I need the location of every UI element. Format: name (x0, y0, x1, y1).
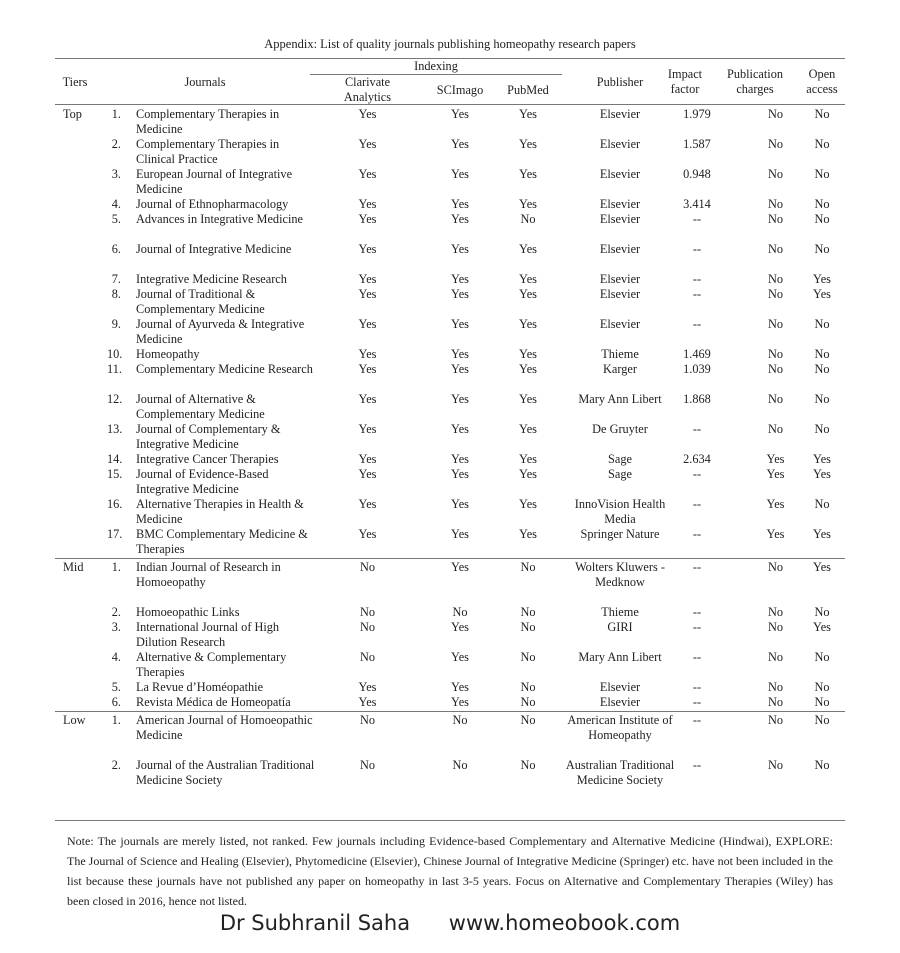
tier-label: Top (63, 107, 82, 121)
impact-factor-cell: 1.587 (683, 137, 711, 151)
publisher-cell: Wolters Kluwers - Medknow (575, 560, 665, 589)
scimago-cell: No (452, 758, 468, 772)
journal-name: Alternative Therapies in Health & Medicine (136, 497, 304, 526)
scimago-cell: Yes (451, 212, 469, 226)
journal-name: Homoeopathic Links (136, 605, 240, 619)
row-number: 5. (111, 212, 121, 226)
clarivate-cell: Yes (358, 695, 377, 709)
header-open-access: Open access (806, 67, 838, 96)
pubmed-cell: Yes (519, 362, 537, 376)
open-access-cell: No (814, 392, 830, 406)
impact-factor-cell: 1.039 (683, 362, 711, 376)
publication-charges-cell: Yes (766, 467, 785, 481)
publication-charges-cell: No (767, 272, 784, 286)
header-indexing: Indexing (414, 59, 458, 73)
scimago-cell: Yes (451, 695, 469, 709)
publisher-cell: Elsevier (599, 317, 641, 331)
open-access-cell: No (814, 605, 830, 619)
publication-charges-cell: Yes (766, 527, 785, 541)
pubmed-cell: No (520, 680, 536, 694)
author-name: Dr Subhranil Saha (219, 911, 411, 935)
row-number: 2. (111, 137, 121, 151)
impact-factor-cell: 1.979 (683, 107, 711, 121)
clarivate-cell: Yes (358, 212, 377, 226)
pubmed-cell: Yes (519, 107, 537, 121)
bottom-rule (55, 820, 845, 821)
scimago-cell: Yes (451, 197, 469, 211)
clarivate-cell: Yes (358, 680, 377, 694)
publication-charges-cell: No (767, 392, 784, 406)
row-number: 6. (111, 242, 121, 256)
scimago-cell: Yes (451, 560, 469, 574)
publisher-cell: American Institute of Homeopathy (567, 713, 673, 742)
row-number: 7. (111, 272, 121, 286)
row-number: 14. (107, 452, 123, 466)
pubmed-cell: No (520, 650, 536, 664)
journal-name: Journal of Complementary & Integrative Medicine (136, 422, 281, 451)
row-number: 13. (107, 422, 123, 436)
footer (0, 911, 900, 935)
clarivate-cell: Yes (358, 197, 377, 211)
table-caption: Appendix: List of quality journals publishing homeopathy research papers (264, 37, 636, 51)
impact-factor-cell: -- (692, 287, 702, 301)
pubmed-cell: Yes (519, 317, 537, 331)
open-access-cell: No (814, 695, 830, 709)
open-access-cell: No (814, 137, 830, 151)
clarivate-cell: No (359, 713, 376, 727)
scimago-cell: Yes (451, 467, 469, 481)
journal-name: Journal of Alternative & Complementary Medicine (136, 392, 265, 421)
scimago-cell: Yes (451, 452, 469, 466)
header-publication-charges: Publication charges (726, 67, 783, 96)
journal-name: Revista Médica de Homeopatía (136, 695, 291, 709)
publication-charges-cell: No (767, 347, 784, 361)
header-rule (55, 104, 845, 105)
row-number: 4. (111, 650, 121, 664)
impact-factor-cell: -- (692, 650, 702, 664)
open-access-cell: No (814, 422, 830, 436)
publisher-cell: Mary Ann Libert (578, 392, 662, 406)
pubmed-cell: No (520, 605, 536, 619)
journal-name: Journal of Ethnopharmacology (136, 197, 289, 211)
open-access-cell: No (814, 212, 830, 226)
open-access-cell: Yes (813, 527, 831, 541)
impact-factor-cell: -- (692, 713, 702, 727)
pubmed-cell: Yes (519, 392, 537, 406)
publisher-cell: De Gruyter (592, 422, 648, 436)
publisher-cell: Elsevier (599, 272, 641, 286)
row-number: 6. (111, 695, 121, 709)
row-number: 11. (107, 362, 122, 376)
publication-charges-cell: Yes (766, 452, 785, 466)
pubmed-cell: No (520, 212, 536, 226)
header-journals: Journals (184, 75, 226, 89)
clarivate-cell: Yes (358, 467, 377, 481)
row-number: 2. (111, 605, 121, 619)
pubmed-cell: No (520, 695, 536, 709)
publication-charges-cell: No (767, 605, 784, 619)
impact-factor-cell: -- (692, 422, 702, 436)
journal-name: Complementary Therapies in Medicine (136, 107, 280, 136)
row-number: 2. (111, 758, 121, 772)
publisher-cell: Elsevier (599, 107, 641, 121)
pubmed-cell: No (520, 560, 536, 574)
publisher-cell: Elsevier (599, 212, 641, 226)
header-publisher: Publisher (596, 75, 644, 89)
clarivate-cell: No (359, 560, 376, 574)
pubmed-cell: No (520, 713, 536, 727)
publisher-cell: Springer Nature (580, 527, 660, 541)
row-number: 3. (111, 620, 121, 634)
open-access-cell: Yes (813, 560, 831, 574)
open-access-cell: Yes (813, 452, 831, 466)
open-access-cell: No (814, 650, 830, 664)
journal-name: Journal of Ayurveda & Integrative Medicine (136, 317, 305, 346)
clarivate-cell: Yes (358, 287, 377, 301)
clarivate-cell: No (359, 758, 376, 772)
pubmed-cell: Yes (519, 527, 537, 541)
journal-name: Journal of Traditional & Complementary Medicine (136, 287, 265, 316)
publication-charges-cell: No (767, 620, 784, 634)
publication-charges-cell: No (767, 242, 784, 256)
scimago-cell: Yes (451, 392, 469, 406)
publisher-cell: Elsevier (599, 680, 641, 694)
pubmed-cell: Yes (519, 167, 537, 181)
journal-name: BMC Complementary Medicine & Therapies (136, 527, 308, 556)
journal-name: Homeopathy (136, 347, 200, 361)
publication-charges-cell: No (767, 650, 784, 664)
row-number: 3. (111, 167, 121, 181)
journal-name: International Journal of High Dilution Research (136, 620, 280, 649)
row-number: 1. (111, 107, 121, 121)
open-access-cell: No (814, 680, 830, 694)
publication-charges-cell: No (767, 107, 784, 121)
publisher-cell: Thieme (601, 347, 639, 361)
scimago-cell: Yes (451, 137, 469, 151)
pubmed-cell: Yes (519, 242, 537, 256)
publication-charges-cell: No (767, 422, 784, 436)
clarivate-cell: Yes (358, 362, 377, 376)
scimago-cell: No (452, 605, 468, 619)
clarivate-cell: Yes (358, 452, 377, 466)
impact-factor-cell: -- (692, 680, 702, 694)
impact-factor-cell: -- (692, 695, 702, 709)
clarivate-cell: Yes (358, 422, 377, 436)
clarivate-cell: No (359, 650, 376, 664)
open-access-cell: No (814, 362, 830, 376)
row-number: 5. (111, 680, 121, 694)
impact-factor-cell: -- (692, 317, 702, 331)
header-tiers: Tiers (62, 75, 88, 89)
tier-label: Mid (63, 560, 84, 574)
impact-factor-cell: 3.414 (683, 197, 711, 211)
clarivate-cell: Yes (358, 317, 377, 331)
scimago-cell: Yes (451, 347, 469, 361)
publication-charges-cell: No (767, 362, 784, 376)
publisher-cell: Sage (608, 467, 632, 481)
journal-name: American Journal of Homoeopathic Medicine (136, 713, 313, 742)
publisher-cell: Elsevier (599, 137, 641, 151)
clarivate-cell: Yes (358, 167, 377, 181)
impact-factor-cell: -- (692, 272, 702, 286)
impact-factor-cell: -- (692, 497, 702, 511)
website-link[interactable]: www.homeobook.com (448, 911, 681, 935)
header-clarivate: Clarivate Analytics (343, 75, 392, 104)
clarivate-cell: Yes (358, 137, 377, 151)
header-scimago: SCImago (436, 83, 484, 97)
pubmed-cell: Yes (519, 137, 537, 151)
publication-charges-cell: No (767, 680, 784, 694)
tier-label: Low (63, 713, 86, 727)
scimago-cell: Yes (451, 317, 469, 331)
publisher-cell: Elsevier (599, 287, 641, 301)
journal-name: Integrative Medicine Research (136, 272, 287, 286)
open-access-cell: No (814, 107, 830, 121)
open-access-cell: Yes (813, 287, 831, 301)
clarivate-cell: No (359, 620, 376, 634)
clarivate-cell: Yes (358, 347, 377, 361)
clarivate-cell: Yes (358, 107, 377, 121)
impact-factor-cell: -- (692, 467, 702, 481)
open-access-cell: No (814, 347, 830, 361)
clarivate-cell: Yes (358, 272, 377, 286)
pubmed-cell: Yes (519, 467, 537, 481)
publisher-cell: Elsevier (599, 242, 641, 256)
impact-factor-cell: -- (692, 620, 702, 634)
row-number: 8. (111, 287, 121, 301)
scimago-cell: Yes (451, 527, 469, 541)
pubmed-cell: Yes (519, 422, 537, 436)
open-access-cell: No (814, 758, 830, 772)
impact-factor-cell: 0.948 (683, 167, 711, 181)
clarivate-cell: No (359, 605, 376, 619)
publication-charges-cell: No (767, 758, 784, 772)
tier-rule (55, 558, 845, 559)
open-access-cell: No (814, 167, 830, 181)
scimago-cell: Yes (451, 242, 469, 256)
journal-name: Complementary Medicine Research (136, 362, 313, 376)
publication-charges-cell: No (767, 287, 784, 301)
publisher-cell: Australian Traditional Medicine Society (565, 758, 675, 787)
scimago-cell: Yes (451, 287, 469, 301)
open-access-cell: No (814, 497, 830, 511)
open-access-cell: No (814, 242, 830, 256)
scimago-cell: Yes (451, 107, 469, 121)
publication-charges-cell: No (767, 695, 784, 709)
publisher-cell: Karger (603, 362, 637, 376)
publisher-cell: Thieme (601, 605, 639, 619)
publication-charges-cell: Yes (766, 497, 785, 511)
impact-factor-cell: -- (692, 605, 702, 619)
row-number: 4. (111, 197, 121, 211)
tier-rule (55, 711, 845, 712)
publication-charges-cell: No (767, 167, 784, 181)
open-access-cell: Yes (813, 272, 831, 286)
scimago-cell: Yes (451, 422, 469, 436)
pubmed-cell: No (520, 620, 536, 634)
publication-charges-cell: No (767, 560, 784, 574)
publication-charges-cell: No (767, 212, 784, 226)
scimago-cell: Yes (451, 680, 469, 694)
impact-factor-cell: -- (692, 758, 702, 772)
row-number: 1. (111, 713, 121, 727)
row-number: 9. (111, 317, 121, 331)
scimago-cell: Yes (451, 650, 469, 664)
pubmed-cell: Yes (519, 347, 537, 361)
publisher-cell: Elsevier (599, 167, 641, 181)
clarivate-cell: Yes (358, 242, 377, 256)
row-number: 16. (107, 497, 123, 511)
publication-charges-cell: No (767, 197, 784, 211)
footnote: Note: The journals are merely listed, not ranked. Few journals including Evidence-based Complementary and Alternative Medicine (Hindwai), EXPLORE: The Journal of Science and Healing (Elsevier), Phytomedicine (Elsevier), Chinese Journal of Integrative Medicine (Springer) etc. have not been included in the list because these journals have not published any paper on homeopathy in last 3-5 years. Focus on Alternative and Complementary Therapies (Wiley) has been closed in 2016, hence not listed. (67, 834, 833, 908)
scimago-cell: Yes (451, 620, 469, 634)
publisher-cell: GIRI (607, 620, 633, 634)
publisher-cell: Elsevier (599, 695, 641, 709)
clarivate-cell: Yes (358, 392, 377, 406)
publication-charges-cell: No (767, 317, 784, 331)
publisher-cell: Elsevier (599, 197, 641, 211)
journal-name: Indian Journal of Research in Homoeopathy (136, 560, 281, 589)
row-number: 12. (107, 392, 123, 406)
open-access-cell: Yes (813, 467, 831, 481)
open-access-cell: No (814, 713, 830, 727)
publisher-cell: Sage (608, 452, 632, 466)
pubmed-cell: Yes (519, 497, 537, 511)
journal-name: La Revue d’Homéopathie (136, 680, 264, 694)
pubmed-cell: Yes (519, 452, 537, 466)
impact-factor-cell: 2.634 (683, 452, 711, 466)
header-impact-factor: Impact factor (667, 67, 703, 96)
header-pubmed: PubMed (507, 83, 549, 97)
journal-name: Journal of Integrative Medicine (136, 242, 292, 256)
pubmed-cell: Yes (519, 272, 537, 286)
row-number: 1. (111, 560, 121, 574)
open-access-cell: Yes (813, 620, 831, 634)
row-number: 15. (107, 467, 123, 481)
pubmed-cell: Yes (519, 287, 537, 301)
open-access-cell: No (814, 317, 830, 331)
journal-name: Complementary Therapies in Clinical Practice (136, 137, 280, 166)
journal-name: Journal of the Australian Traditional Medicine Society (136, 758, 315, 787)
impact-factor-cell: 1.868 (683, 392, 711, 406)
row-number: 10. (107, 347, 123, 361)
clarivate-cell: Yes (358, 527, 377, 541)
impact-factor-cell: -- (692, 527, 702, 541)
journal-name: Alternative & Complementary Therapies (136, 650, 287, 679)
journal-name: Journal of Evidence-Based Integrative Medicine (136, 467, 269, 496)
scimago-cell: Yes (451, 362, 469, 376)
journal-name: Integrative Cancer Therapies (136, 452, 279, 466)
clarivate-cell: Yes (358, 497, 377, 511)
scimago-cell: Yes (451, 497, 469, 511)
open-access-cell: No (814, 197, 830, 211)
scimago-cell: Yes (451, 272, 469, 286)
impact-factor-cell: -- (692, 242, 702, 256)
impact-factor-cell: -- (692, 212, 702, 226)
publication-charges-cell: No (767, 713, 784, 727)
impact-factor-cell: -- (692, 560, 702, 574)
publisher-cell: Mary Ann Libert (578, 650, 662, 664)
impact-factor-cell: 1.469 (683, 347, 711, 361)
journal-name: European Journal of Integrative Medicine (136, 167, 293, 196)
scimago-cell: No (452, 713, 468, 727)
pubmed-cell: No (520, 758, 536, 772)
publication-charges-cell: No (767, 137, 784, 151)
publisher-cell: InnoVision Health Media (574, 497, 666, 526)
journal-name: Advances in Integrative Medicine (136, 212, 303, 226)
scimago-cell: Yes (451, 167, 469, 181)
pubmed-cell: Yes (519, 197, 537, 211)
row-number: 17. (107, 527, 123, 541)
